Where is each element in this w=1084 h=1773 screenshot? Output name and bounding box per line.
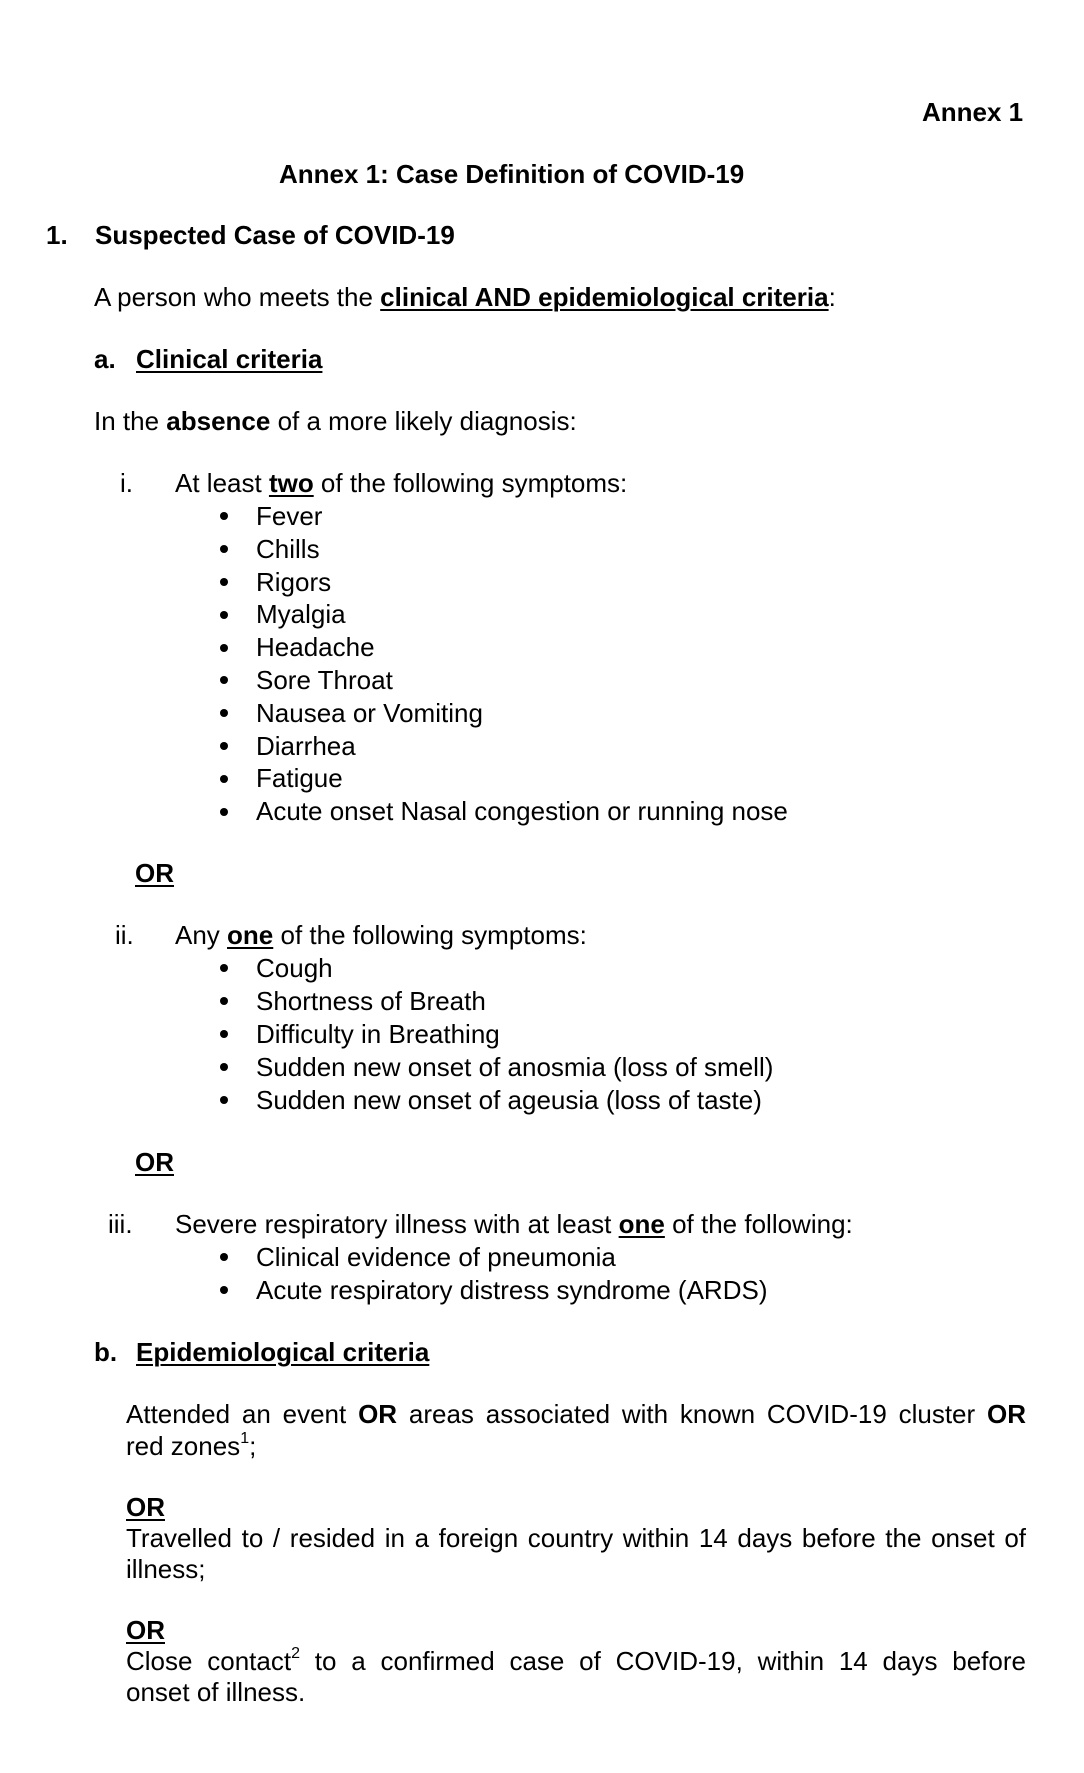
list-item: Myalgia (256, 599, 346, 629)
part-i-post: of the following symptoms: (313, 468, 628, 498)
travel-paragraph-line-1: Travelled to / resided in a foreign country within 14 days before the onset of (126, 1523, 1026, 1553)
footnote-ref-2[interactable]: 2 (291, 1645, 300, 1663)
event-or-2: OR (987, 1399, 1026, 1429)
contact-text-2: to a confirmed case of COVID-19, within 14 days before (300, 1646, 1026, 1676)
bullet-icon (220, 1030, 228, 1038)
bullet-icon (220, 1096, 228, 1104)
absence-pre: In the (94, 406, 167, 436)
annex-label: Annex 1 (922, 97, 1024, 127)
list-item: Rigors (256, 567, 332, 597)
list-item: Acute respiratory distress syndrome (ARDS) (256, 1275, 768, 1305)
footnote-ref-1[interactable]: 1 (240, 1430, 250, 1448)
list-item: Diarrhea (256, 731, 356, 761)
list-item: Clinical evidence of pneumonia (256, 1242, 616, 1272)
absence-line (94, 408, 577, 434)
list-item: Sudden new onset of anosmia (loss of smell) (256, 1052, 774, 1082)
part-ii-pre: Any (175, 920, 228, 950)
list-item: Nausea or Vomiting (256, 698, 483, 728)
part-iii-emphasis: one (618, 1209, 665, 1239)
bullet-icon (220, 1063, 228, 1071)
part-ii-emphasis: one (227, 920, 274, 950)
part-ii-numeral: ii. (115, 920, 134, 950)
list-item: Difficulty in Breathing (256, 1019, 500, 1049)
absence-post: of a more likely diagnosis: (270, 406, 577, 436)
part-iii-pre: Severe respiratory illness with at least (175, 1209, 619, 1239)
or-separator: OR (135, 1147, 174, 1177)
event-line-2-text: red zones (126, 1431, 241, 1461)
part-i-numeral: i. (120, 468, 133, 498)
event-line-2-end: ; (249, 1431, 257, 1461)
list-item: Shortness of Breath (256, 986, 486, 1016)
bullet-icon (220, 545, 228, 553)
bullet-icon (220, 676, 228, 684)
document-title: Annex 1: Case Definition of COVID-19 (279, 159, 745, 189)
absence-emphasis: absence (166, 406, 271, 436)
contact-text-1: Close contact (126, 1646, 292, 1676)
part-ii-post: of the following symptoms: (273, 920, 587, 950)
intro-pre: A person who meets the (94, 282, 381, 312)
bullet-icon (220, 709, 228, 717)
epidemiological-heading: Epidemiological criteria (136, 1337, 430, 1367)
event-text-2: areas associated with known COVID-19 cluster (397, 1399, 987, 1429)
part-i-pre: At least (175, 468, 269, 498)
list-item: Cough (256, 953, 333, 983)
part-i-lead (175, 470, 627, 496)
list-item: Sore Throat (256, 665, 393, 695)
event-text-1: Attended an event (126, 1399, 359, 1429)
list-item: Sudden new onset of ageusia (loss of taste) (256, 1085, 762, 1115)
event-or-1: OR (358, 1399, 398, 1429)
part-iii-lead (175, 1211, 853, 1237)
bullet-icon (220, 644, 228, 652)
bullet-icon (220, 997, 228, 1005)
bullet-icon (220, 1286, 228, 1294)
bullet-icon (220, 611, 228, 619)
bullet-icon (220, 578, 228, 586)
section-intro (94, 284, 836, 310)
list-item: Acute onset Nasal congestion or running nose (256, 796, 788, 826)
event-paragraph-line-1 (126, 1401, 1026, 1427)
or-separator: OR (126, 1615, 165, 1645)
or-separator: OR (126, 1492, 165, 1522)
clinical-heading: Clinical criteria (136, 344, 323, 374)
intro-post: : (828, 282, 836, 312)
list-item: Fever (256, 501, 323, 531)
part-ii-lead (175, 922, 587, 948)
travel-paragraph-line-2: illness; (126, 1554, 206, 1584)
bullet-icon (220, 775, 228, 783)
section-number: 1. (46, 220, 68, 250)
intro-emphasis: clinical AND epidemiological criteria (380, 282, 829, 312)
section-heading: Suspected Case of COVID-19 (95, 220, 455, 250)
list-item: Fatigue (256, 763, 343, 793)
clinical-letter: a. (94, 344, 116, 374)
part-iii-post: of the following: (664, 1209, 853, 1239)
contact-paragraph-line-2: onset of illness. (126, 1677, 306, 1707)
bullet-icon (220, 964, 228, 972)
contact-paragraph-line-1 (126, 1645, 1026, 1676)
or-separator: OR (135, 858, 174, 888)
bullet-icon (220, 808, 228, 816)
epidemiological-letter: b. (94, 1337, 118, 1367)
list-item: Chills (256, 534, 320, 564)
part-iii-numeral: iii. (108, 1209, 133, 1239)
bullet-icon (220, 742, 228, 750)
part-i-emphasis: two (268, 468, 314, 498)
event-paragraph-line-2 (126, 1430, 257, 1461)
list-item: Headache (256, 632, 375, 662)
bullet-icon (220, 1253, 228, 1261)
bullet-icon (220, 512, 228, 520)
